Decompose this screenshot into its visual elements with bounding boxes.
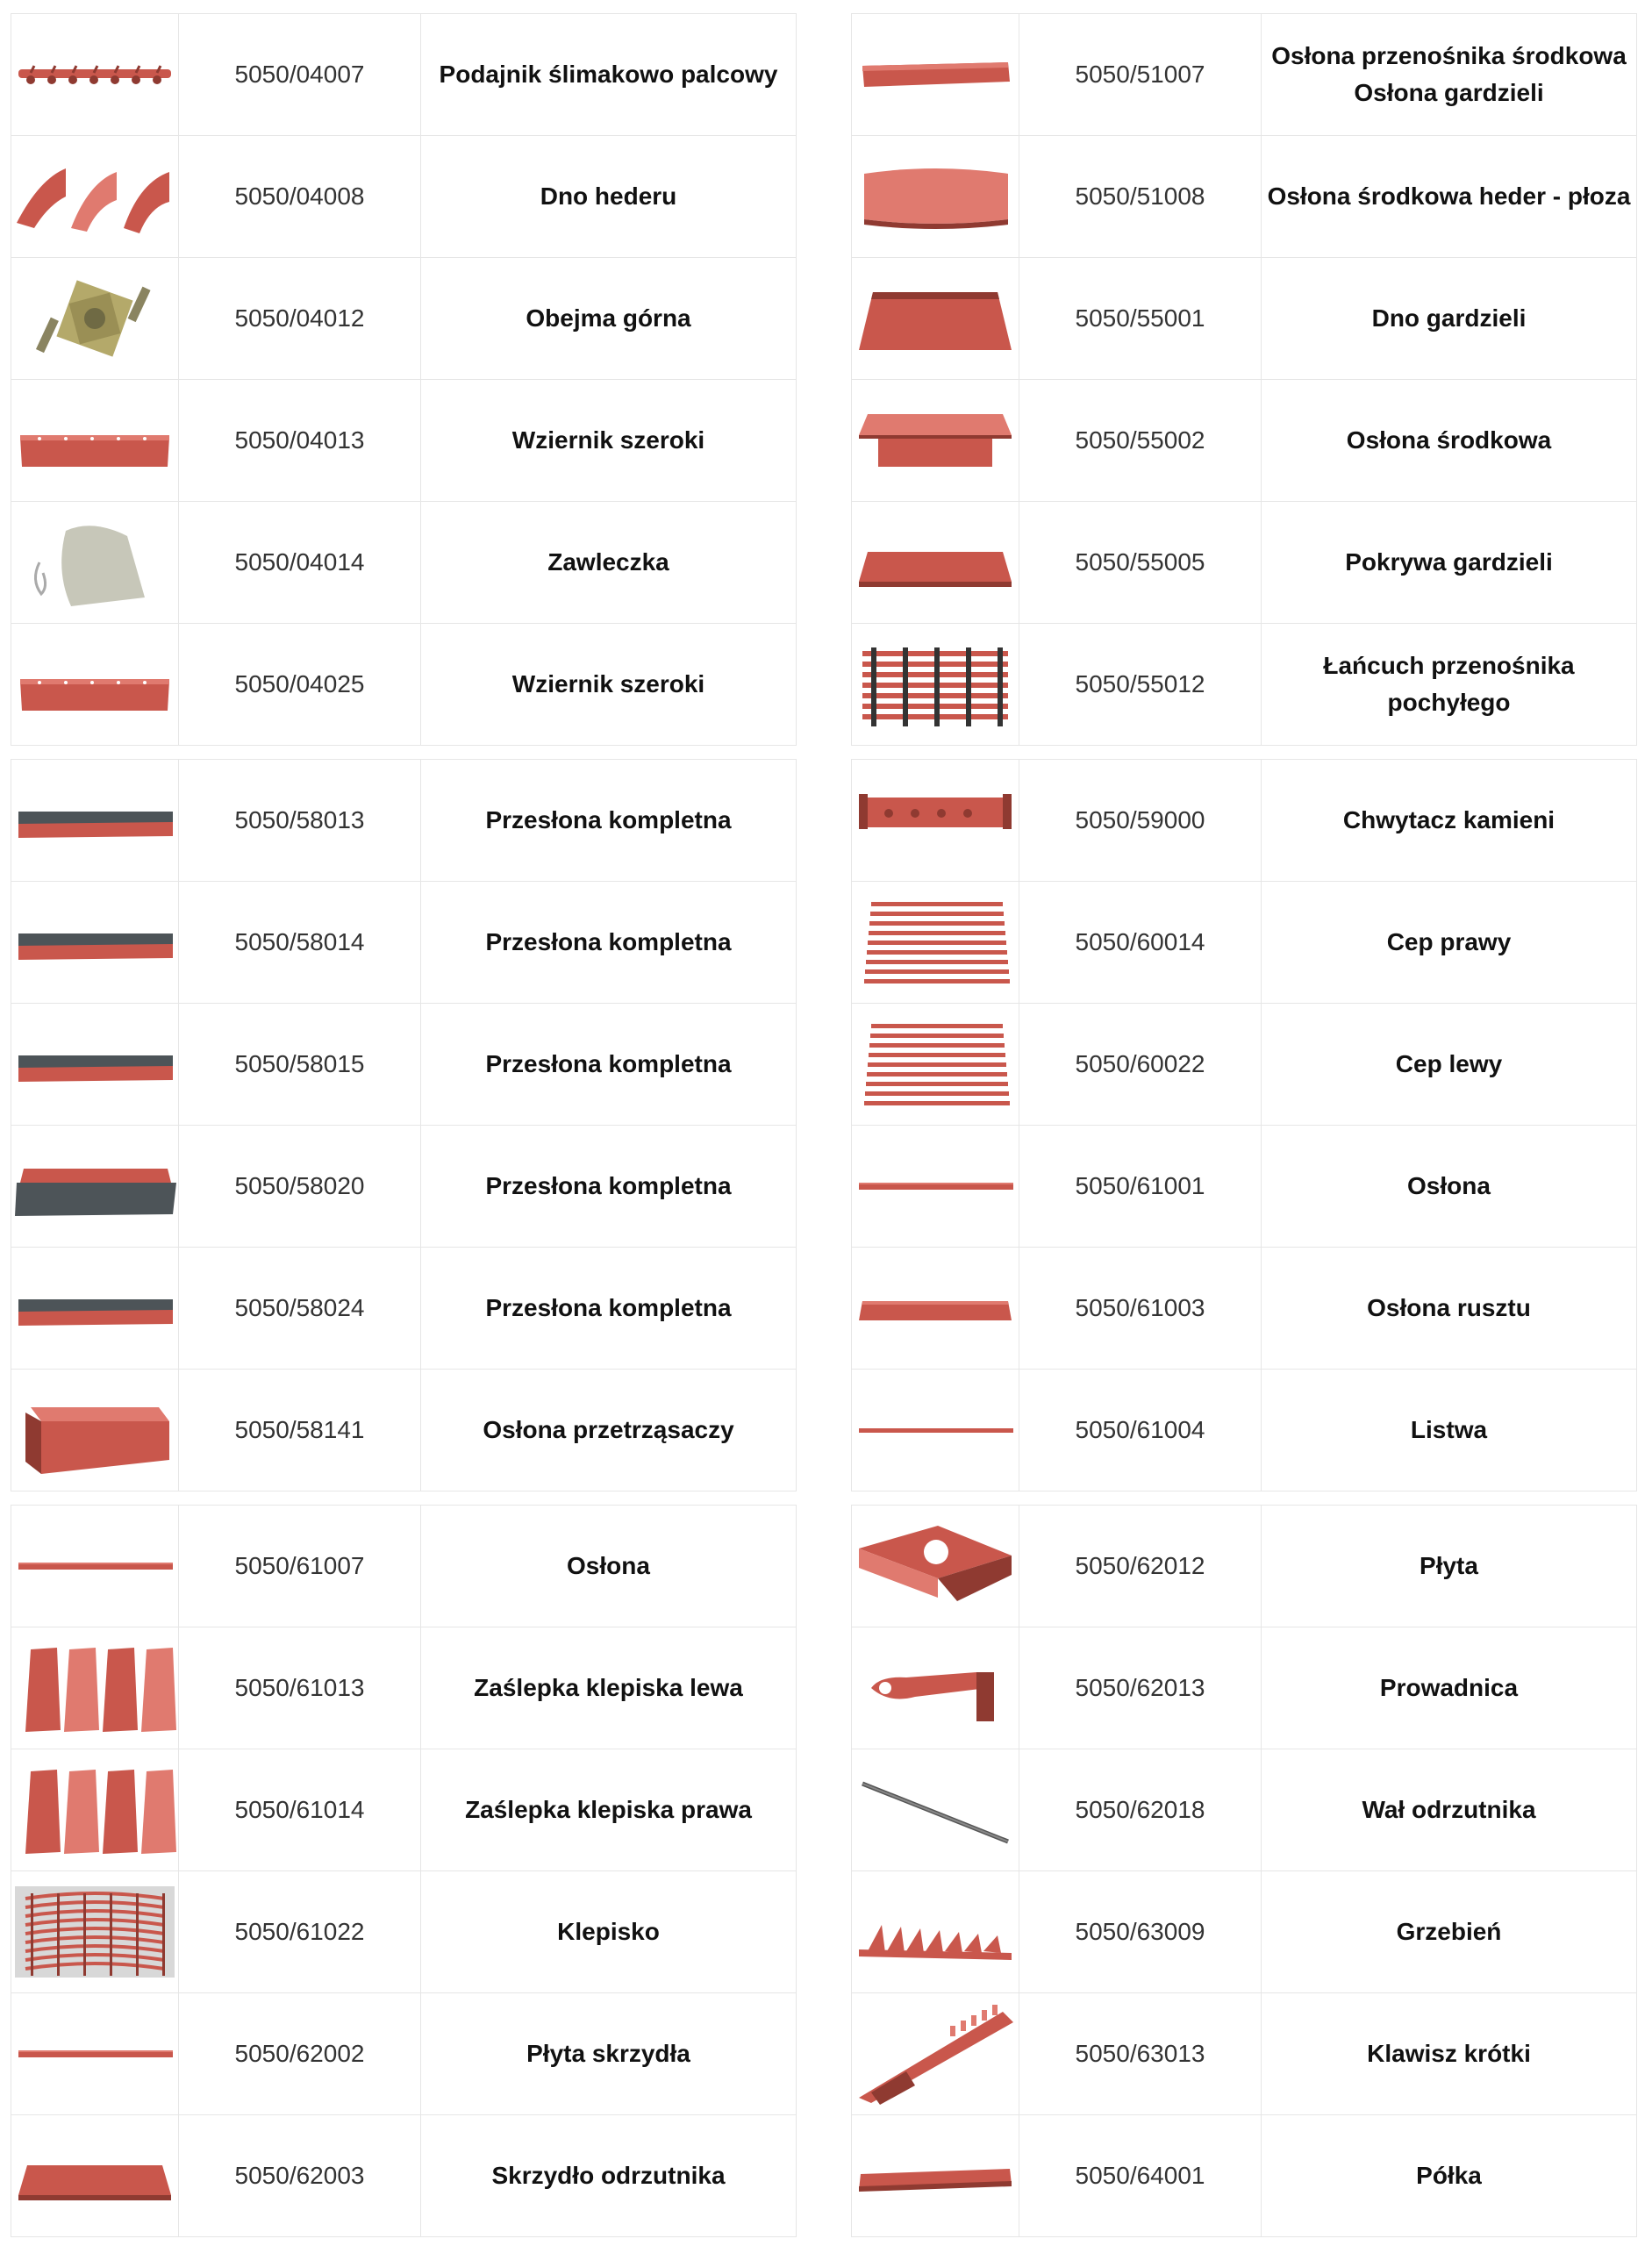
flail-bars-icon (852, 1012, 1019, 1117)
rubber-strip-icon (11, 890, 178, 995)
part-thumbnail (852, 882, 1019, 1004)
center-cover-icon (852, 388, 1019, 493)
part-code: 5050/55002 (1019, 380, 1262, 502)
part-thumbnail (852, 1248, 1019, 1370)
table-row (11, 380, 797, 502)
table-row (11, 1506, 797, 1627)
rubber-strip-icon (11, 1255, 178, 1361)
part-thumbnail (11, 2115, 179, 2237)
part-name: Przesłona kompletna (421, 882, 797, 1004)
part-code: 5050/63009 (1019, 1871, 1262, 1993)
part-thumbnail (11, 1627, 179, 1749)
table-row (852, 1871, 1637, 1993)
part-code: 5050/59000 (1019, 760, 1262, 882)
shaft-icon (852, 1757, 1019, 1863)
table-row (11, 1004, 797, 1126)
part-name: Osłona przenośnika środkowa Osłona gardzieli (1262, 14, 1637, 136)
part-name: Płyta (1262, 1506, 1637, 1627)
part-code: 5050/58014 (179, 882, 421, 1004)
table-row (852, 1749, 1637, 1871)
part-name: Obejma górna (421, 258, 797, 380)
table-row (852, 380, 1637, 502)
part-thumbnail (852, 14, 1019, 136)
part-name: Dno hederu (421, 136, 797, 258)
part-code: 5050/61004 (1019, 1370, 1262, 1491)
part-code: 5050/60014 (1019, 882, 1262, 1004)
part-name: Osłona przetrząsaczy (421, 1370, 797, 1491)
part-name: Osłona środkowa heder - płoza (1262, 136, 1637, 258)
table-row (11, 760, 797, 882)
table-row (852, 1248, 1637, 1370)
table-row (11, 502, 797, 624)
part-code: 5050/61022 (179, 1871, 421, 1993)
part-code: 5050/58013 (179, 760, 421, 882)
skid-cover-icon (852, 144, 1019, 249)
part-name: Wał odrzutnika (1262, 1749, 1637, 1871)
part-thumbnail (852, 136, 1019, 258)
part-thumbnail (11, 1004, 179, 1126)
box-cover-icon (11, 1377, 178, 1483)
table-row (852, 1004, 1637, 1126)
part-code: 5050/04025 (179, 624, 421, 746)
part-name: Chwytacz kamieni (1262, 760, 1637, 882)
wide-panel-icon (11, 388, 178, 493)
part-name: Przesłona kompletna (421, 1004, 797, 1126)
flail-bars-icon (852, 890, 1019, 995)
part-thumbnail (852, 1871, 1019, 1993)
table-row (852, 760, 1637, 882)
part-name: Cep lewy (1262, 1004, 1637, 1126)
concave-blank-icon (11, 1635, 178, 1741)
thin-strip-icon (11, 2001, 178, 2107)
part-name: Płyta skrzydła (421, 1993, 797, 2115)
table-row (852, 882, 1637, 1004)
part-name: Półka (1262, 2115, 1637, 2237)
cotter-pin-icon (11, 510, 178, 615)
part-code: 5050/62013 (1019, 1627, 1262, 1749)
part-code: 5050/62003 (179, 2115, 421, 2237)
table-row (11, 1126, 797, 1248)
part-thumbnail (852, 1749, 1019, 1871)
part-code: 5050/55005 (1019, 502, 1262, 624)
part-name: Wziernik szeroki (421, 380, 797, 502)
short-key-icon (852, 2001, 1019, 2107)
conveyor-chain-icon (852, 632, 1019, 737)
part-name: Prowadnica (1262, 1627, 1637, 1749)
part-thumbnail (11, 760, 179, 882)
part-thumbnail (11, 1126, 179, 1248)
part-code: 5050/04008 (179, 136, 421, 258)
table-row (11, 14, 797, 136)
part-name: Zaślepka klepiska lewa (421, 1627, 797, 1749)
part-name: Przesłona kompletna (421, 760, 797, 882)
part-code: 5050/51007 (1019, 14, 1262, 136)
part-code: 5050/62018 (1019, 1749, 1262, 1871)
part-code: 5050/62012 (1019, 1506, 1262, 1627)
parts-table-1-left (11, 13, 797, 746)
part-code: 5050/58024 (179, 1248, 421, 1370)
guide-icon (852, 1635, 1019, 1741)
part-code: 5050/61013 (179, 1627, 421, 1749)
part-thumbnail (852, 1126, 1019, 1248)
slat-icon (852, 1377, 1019, 1483)
rubber-strip-icon (11, 1012, 178, 1117)
table-row (852, 1506, 1637, 1627)
part-code: 5050/64001 (1019, 2115, 1262, 2237)
part-code: 5050/61007 (179, 1506, 421, 1627)
part-code: 5050/55012 (1019, 624, 1262, 746)
table-row (11, 1248, 797, 1370)
part-code: 5050/58141 (179, 1370, 421, 1491)
part-code: 5050/58015 (179, 1004, 421, 1126)
shelf-icon (852, 2123, 1019, 2228)
part-thumbnail (852, 258, 1019, 380)
part-name: Pokrywa gardzieli (1262, 502, 1637, 624)
part-name: Klepisko (421, 1871, 797, 1993)
part-thumbnail (11, 136, 179, 258)
part-thumbnail (11, 502, 179, 624)
channel-cover-icon (852, 22, 1019, 127)
table-row (852, 2115, 1637, 2237)
rubber-apron-icon (11, 1134, 178, 1239)
part-code: 5050/04014 (179, 502, 421, 624)
parts-table-3-right (851, 1505, 1637, 2237)
part-code: 5050/04013 (179, 380, 421, 502)
table-row (11, 882, 797, 1004)
part-thumbnail (11, 1749, 179, 1871)
tray-cover-icon (852, 510, 1019, 615)
table-row (852, 502, 1637, 624)
part-thumbnail (852, 760, 1019, 882)
part-name: Podajnik ślimakowo palcowy (421, 14, 797, 136)
header-floor-icon (11, 144, 178, 249)
part-name: Cep prawy (1262, 882, 1637, 1004)
part-name: Przesłona kompletna (421, 1248, 797, 1370)
part-code: 5050/04007 (179, 14, 421, 136)
part-thumbnail (852, 624, 1019, 746)
table-row (852, 1993, 1637, 2115)
parts-table-2-right (851, 759, 1637, 1491)
part-name: Zawleczka (421, 502, 797, 624)
part-name: Dno gardzieli (1262, 258, 1637, 380)
table-row (11, 2115, 797, 2237)
table-row (852, 14, 1637, 136)
table-row (852, 1126, 1637, 1248)
part-thumbnail (852, 2115, 1019, 2237)
wide-panel-icon (11, 632, 178, 737)
trapezoid-plate-icon (852, 266, 1019, 371)
part-thumbnail (11, 624, 179, 746)
parts-table-3-left (11, 1505, 797, 2237)
part-name: Zaślepka klepiska prawa (421, 1749, 797, 1871)
mount-plate-icon (852, 1513, 1019, 1619)
part-code: 5050/60022 (1019, 1004, 1262, 1126)
part-code: 5050/61003 (1019, 1248, 1262, 1370)
thin-strip-icon (852, 1134, 1019, 1239)
part-thumbnail (852, 1993, 1019, 2115)
parts-table-2-left (11, 759, 797, 1491)
part-name: Skrzydło odrzutnika (421, 2115, 797, 2237)
part-name: Osłona (1262, 1126, 1637, 1248)
part-code: 5050/51008 (1019, 136, 1262, 258)
table-row (852, 1627, 1637, 1749)
auger-finger-icon (11, 22, 178, 127)
part-name: Osłona środkowa (1262, 380, 1637, 502)
part-code: 5050/04012 (179, 258, 421, 380)
thin-strip-icon (11, 1513, 178, 1619)
part-thumbnail (852, 1627, 1019, 1749)
part-thumbnail (852, 1004, 1019, 1126)
part-thumbnail (11, 1370, 179, 1491)
part-name: Łańcuch przenośnika pochyłego (1262, 624, 1637, 746)
part-thumbnail (11, 1506, 179, 1627)
table-row (11, 624, 797, 746)
part-code: 5050/58020 (179, 1126, 421, 1248)
table-row (11, 1627, 797, 1749)
table-row (11, 1749, 797, 1871)
grate-cover-icon (852, 1255, 1019, 1361)
part-name: Osłona (421, 1506, 797, 1627)
part-code: 5050/61014 (179, 1749, 421, 1871)
table-row (852, 136, 1637, 258)
part-thumbnail (11, 1993, 179, 2115)
part-thumbnail (11, 380, 179, 502)
part-thumbnail (852, 380, 1019, 502)
part-name: Klawisz krótki (1262, 1993, 1637, 2115)
part-name: Osłona rusztu (1262, 1248, 1637, 1370)
rubber-strip-icon (11, 768, 178, 873)
table-row (11, 1871, 797, 1993)
table-row (11, 136, 797, 258)
part-thumbnail (852, 1506, 1019, 1627)
stone-trap-icon (852, 768, 1019, 873)
part-name: Wziernik szeroki (421, 624, 797, 746)
part-name: Przesłona kompletna (421, 1126, 797, 1248)
part-name: Listwa (1262, 1370, 1637, 1491)
table-row (11, 1370, 797, 1491)
table-row (852, 1370, 1637, 1491)
part-thumbnail (852, 1370, 1019, 1491)
concave-blank-icon (11, 1757, 178, 1863)
table-row (852, 624, 1637, 746)
part-thumbnail (852, 502, 1019, 624)
part-code: 5050/55001 (1019, 258, 1262, 380)
part-thumbnail (11, 882, 179, 1004)
part-code: 5050/62002 (179, 1993, 421, 2115)
tray-cover-icon (11, 2123, 178, 2228)
concave-icon (11, 1879, 178, 1985)
table-row (11, 1993, 797, 2115)
part-thumbnail (11, 1871, 179, 1993)
comb-icon (852, 1879, 1019, 1985)
part-thumbnail (11, 258, 179, 380)
part-code: 5050/63013 (1019, 1993, 1262, 2115)
part-name: Grzebień (1262, 1871, 1637, 1993)
parts-table-1-right (851, 13, 1637, 746)
table-row (852, 258, 1637, 380)
table-row (11, 258, 797, 380)
part-code: 5050/61001 (1019, 1126, 1262, 1248)
part-thumbnail (11, 14, 179, 136)
clamp-icon (11, 266, 178, 371)
part-thumbnail (11, 1248, 179, 1370)
